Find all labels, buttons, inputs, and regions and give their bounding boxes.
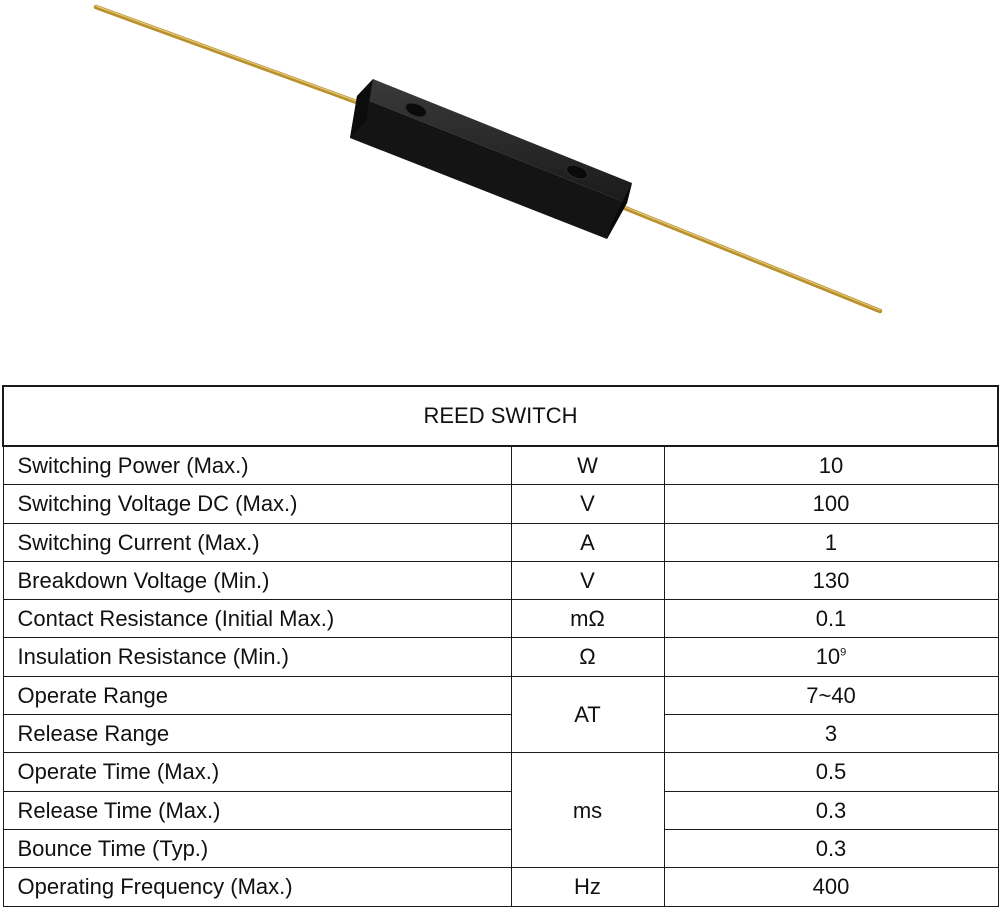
- param-value: 100: [664, 485, 998, 523]
- param-name: Release Range: [3, 715, 511, 753]
- param-unit: A: [511, 523, 664, 561]
- table-row: [3, 753, 998, 791]
- right-lead-wire: [620, 206, 880, 311]
- table-row: [3, 715, 998, 753]
- table-title-row: [3, 386, 998, 446]
- param-name: Switching Power (Max.): [3, 446, 511, 485]
- spec-table: [2, 385, 999, 907]
- table-row: [3, 485, 998, 523]
- table-row: [3, 600, 998, 638]
- param-name: Contact Resistance (Initial Max.): [3, 600, 511, 638]
- table-row: [3, 829, 998, 867]
- param-unit: V: [511, 485, 664, 523]
- param-unit: AT: [511, 676, 664, 753]
- param-unit: V: [511, 561, 664, 599]
- param-value: 10: [664, 446, 998, 485]
- param-name: Switching Voltage DC (Max.): [3, 485, 511, 523]
- table-row: [3, 638, 998, 676]
- left-lead-wire: [96, 7, 362, 104]
- param-name: Switching Current (Max.): [3, 523, 511, 561]
- table-row: [3, 868, 998, 906]
- param-name: Bounce Time (Typ.): [3, 829, 511, 867]
- param-value: 0.3: [664, 829, 998, 867]
- reed-switch-photo: [0, 0, 1000, 380]
- value-base: 10: [815, 644, 841, 670]
- param-name: Release Time (Max.): [3, 791, 511, 829]
- param-name: Operate Range: [3, 676, 511, 714]
- param-unit: ms: [511, 753, 664, 868]
- param-unit: Hz: [511, 868, 664, 906]
- param-unit: W: [511, 446, 664, 485]
- table-row: [3, 523, 998, 561]
- param-value: 0.3: [664, 791, 998, 829]
- param-unit: mΩ: [511, 600, 664, 638]
- table-row: [3, 791, 998, 829]
- param-value: 0.5: [664, 753, 998, 791]
- param-name: Operating Frequency (Max.): [3, 868, 511, 906]
- param-value: 0.1: [664, 600, 998, 638]
- param-value: 3: [664, 715, 998, 753]
- param-name: Insulation Resistance (Min.): [3, 638, 511, 676]
- param-unit: Ω: [511, 638, 664, 676]
- table-title: REED SWITCH: [3, 386, 998, 446]
- value-exponent: 9: [840, 647, 847, 660]
- param-name: Breakdown Voltage (Min.): [3, 561, 511, 599]
- switch-body: [350, 79, 632, 239]
- param-value: 130: [664, 561, 998, 599]
- table-row: [3, 446, 998, 485]
- param-value: 400: [664, 868, 998, 906]
- param-value: 7~40: [664, 676, 998, 714]
- table-row: [3, 676, 998, 714]
- table-row: [3, 561, 998, 599]
- param-name: Operate Time (Max.): [3, 753, 511, 791]
- param-value: 1: [664, 523, 998, 561]
- param-value: [664, 638, 998, 676]
